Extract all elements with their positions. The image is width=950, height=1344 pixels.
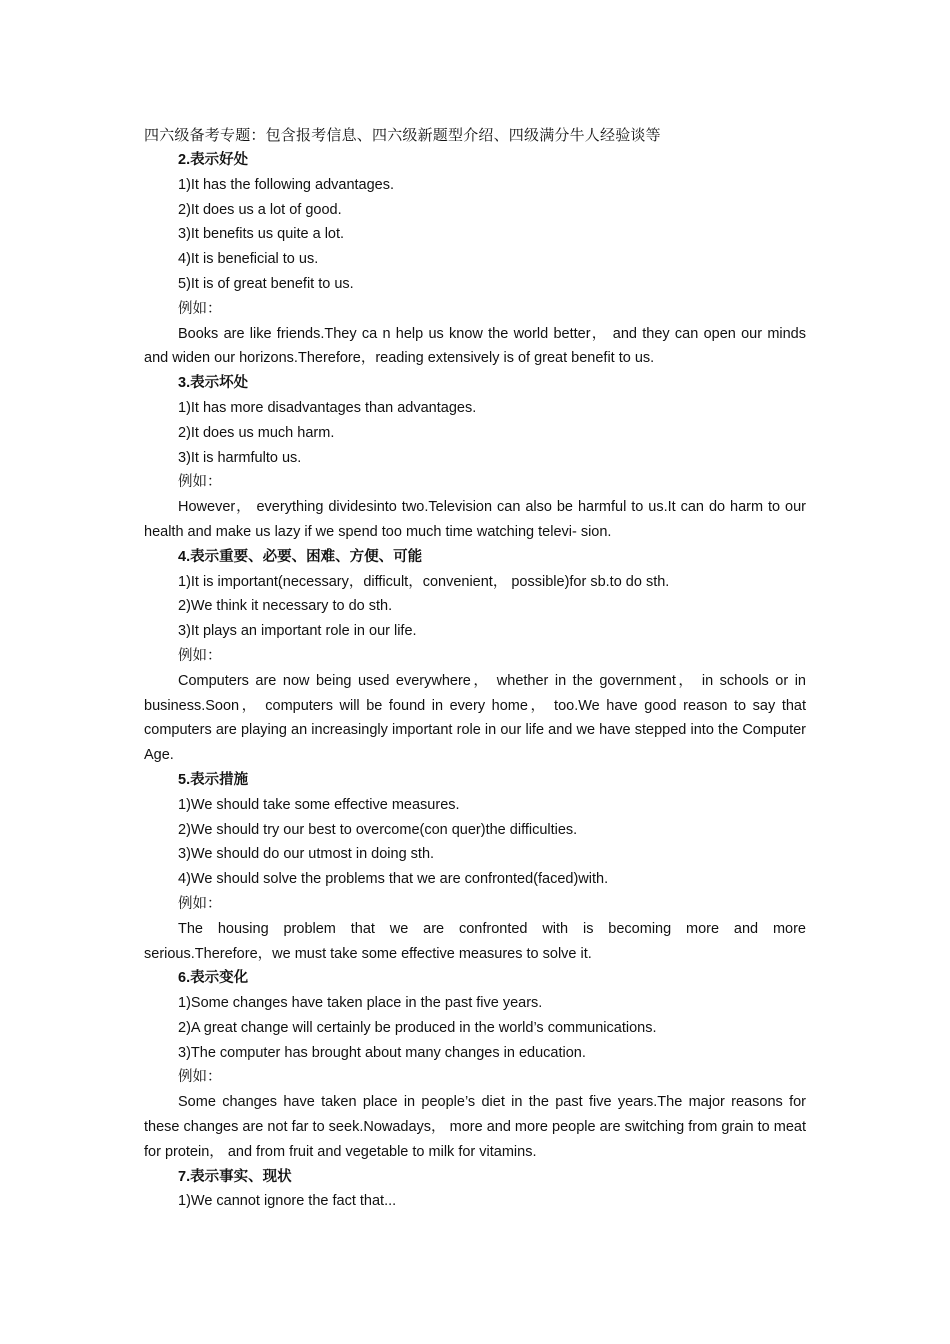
list-item: 3)We should do our utmost in doing sth. xyxy=(178,846,435,863)
list-item: 1)It is important(necessary，difficult，convenient， possible)for sb.to do sth. xyxy=(178,573,670,590)
section-title: 3.表示坏处 xyxy=(178,375,249,392)
list-item: 2)It does us a lot of good. xyxy=(178,201,342,218)
example-paragraph: Computers are now being used everywhere， whether in the government， in schools or in business.Soon， computers will be found in every home， too.We have good reason to say that computers are playing an increasingly important role in our life and we have stepped into the Computer Age. xyxy=(144,672,806,764)
list-item: 2)A great change will certainly be produced in the world’s communications. xyxy=(178,1019,657,1036)
example-paragraph: However， everything dividesinto two.Television can also be harmful to us.It can do harm to our health and make us lazy if we spend too much time watching televi- sion. xyxy=(144,499,806,540)
section-title: 2.表示好处 xyxy=(178,152,249,168)
list-item: 1)It has the following advantages. xyxy=(178,176,395,193)
list-item: 3)The computer has brought about many changes in education. xyxy=(178,1044,586,1061)
section-title: 7.表示事实、现状 xyxy=(178,1168,292,1185)
example-label: 例如： xyxy=(178,895,222,912)
list-item: 1)Some changes have taken place in the past five years. xyxy=(178,995,543,1012)
list-item: 5)It is of great benefit to us. xyxy=(178,275,354,292)
list-item: 2)We should try our best to overcome(con quer)the difficulties. xyxy=(178,821,578,838)
example-paragraph: The housing problem that we are confronted with is becoming more and more serious.Therefore，we must take some effective measures to solve it. xyxy=(144,920,806,962)
section-title: 6.表示变化 xyxy=(178,970,249,987)
example-label: 例如： xyxy=(178,1069,222,1086)
list-item: 2)We think it necessary to do sth. xyxy=(178,598,393,615)
list-item: 3)It is harmfulto us. xyxy=(178,449,302,466)
page-header: 四六级备考专题：包含报考信息、四六级新题型介绍、四级满分牛人经验谈等 xyxy=(144,126,661,144)
list-item: 4)We should solve the problems that we are confronted(faced)with. xyxy=(178,871,609,888)
section-title: 5.表示措施 xyxy=(178,771,249,788)
list-item: 1)It has more disadvantages than advantages. xyxy=(178,399,477,416)
list-item: 3)It benefits us quite a lot. xyxy=(178,226,345,243)
example-label: 例如： xyxy=(178,300,222,317)
document-page xyxy=(144,123,806,1214)
list-item: 2)It does us much harm. xyxy=(178,424,335,441)
example-paragraph: Some changes have taken place in people’s diet in the past five years.The major reasons for these changes are not far to seek.Nowadays， more and more people are switching from grain to meat for protein， and from fruit and vegetable to milk for vitamins. xyxy=(144,1094,806,1160)
example-label: 例如： xyxy=(178,647,222,664)
list-item: 1)We cannot ignore the fact that... xyxy=(178,1193,397,1210)
list-item: 4)It is beneficial to us. xyxy=(178,251,319,268)
list-item: 1)We should take some effective measures. xyxy=(178,796,460,813)
example-paragraph: Books are like friends.They ca n help us know the world better， and they can open our minds and widen our horizons.Therefore，reading extensively is of great benefit to us. xyxy=(144,325,806,367)
list-item: 3)It plays an important role in our life. xyxy=(178,623,417,640)
section-title: 4.表示重要、必要、困难、方便、可能 xyxy=(178,548,423,565)
example-label: 例如： xyxy=(178,474,222,491)
